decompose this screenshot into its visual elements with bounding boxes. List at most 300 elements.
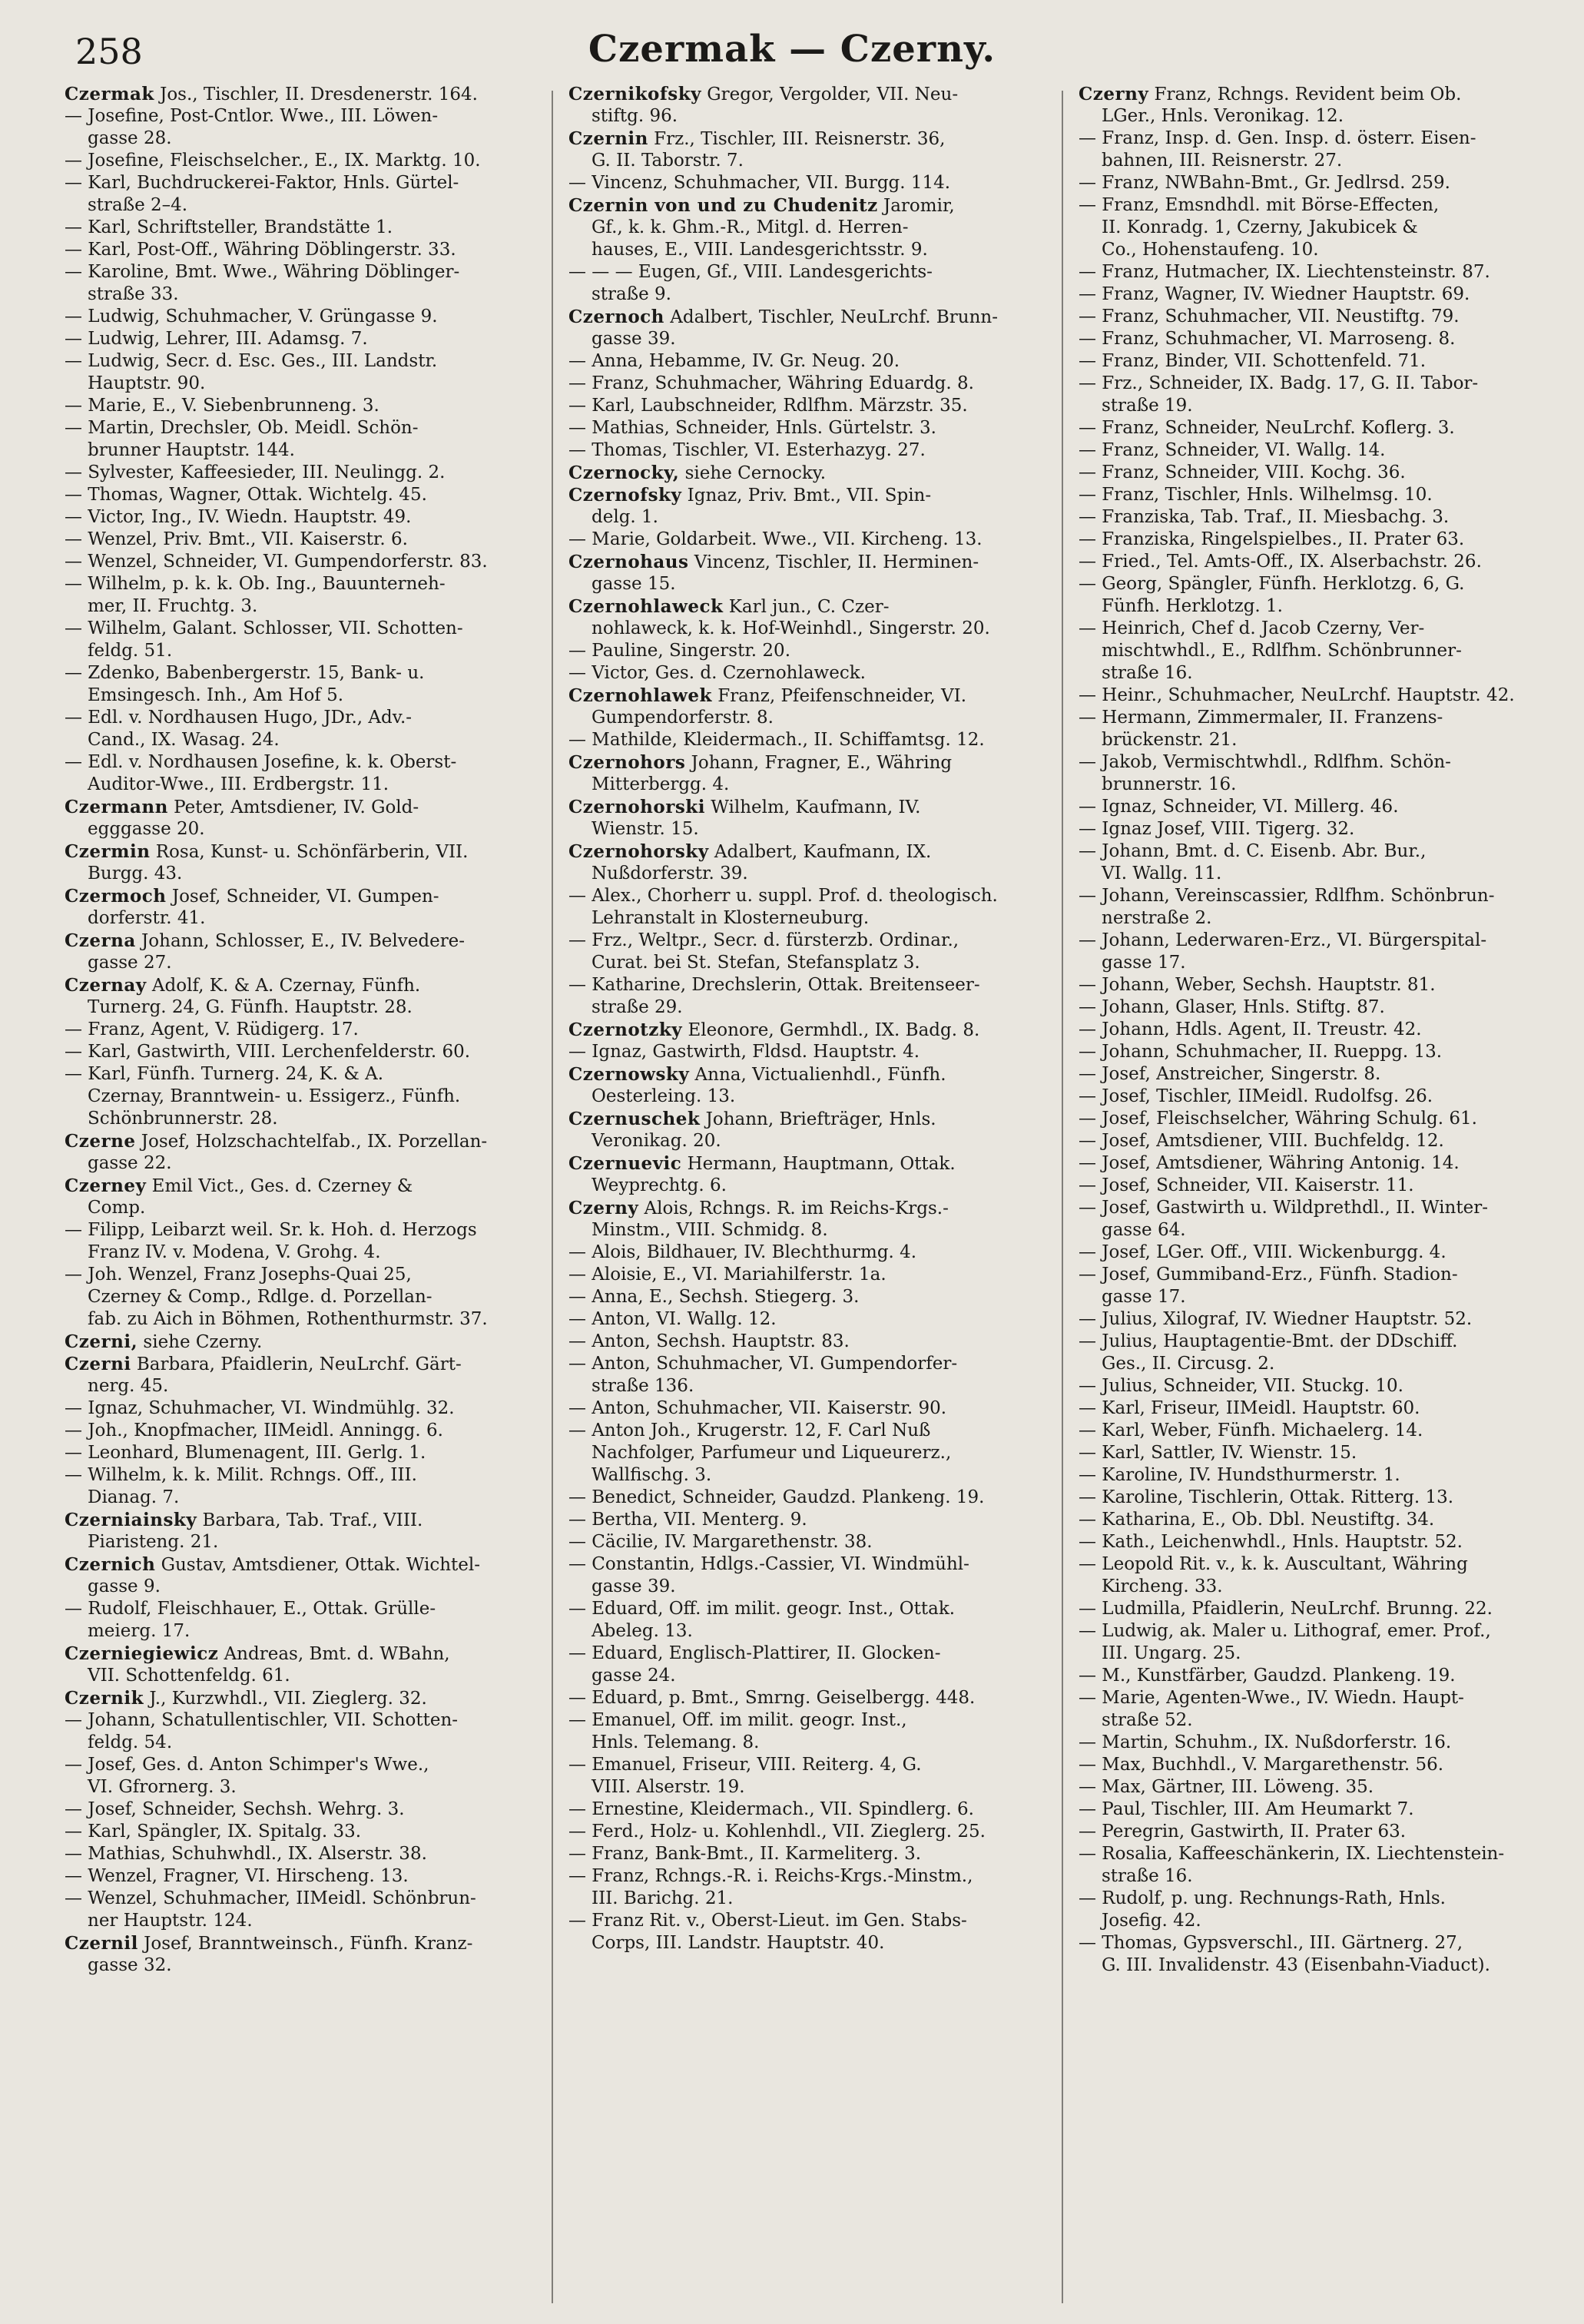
- entry-text: nerstraße 2.: [1102, 908, 1212, 928]
- directory-line: [1079, 239, 1570, 261]
- directory-line: [1079, 1464, 1570, 1487]
- entry-text: — Vincenz, Schuhmacher, VII. Burgg. 114.: [568, 173, 951, 193]
- entry-text: — Rudolf, Fleischhauer, E., Ottak. Grülle-: [65, 1599, 436, 1619]
- entry-text: — Josef, Ges. d. Anton Schimper's Wwe.,: [65, 1755, 429, 1775]
- surname-heading: Czernikofsky: [568, 84, 701, 104]
- directory-line: [1079, 150, 1570, 172]
- directory-line: [1079, 1687, 1570, 1709]
- surname-heading: Czernuevic: [568, 1153, 682, 1174]
- directory-line: [1079, 439, 1570, 462]
- directory-line: [65, 1464, 545, 1487]
- entry-text: — Martin, Schuhm., IX. Nußdorferstr. 16.: [1079, 1732, 1452, 1752]
- directory-line: [1079, 1487, 1570, 1509]
- entry-text: — Johann, Glaser, Hnls. Stiftg. 87.: [1079, 997, 1385, 1017]
- entry-text: — Victor, Ges. d. Czernohlaweck.: [568, 663, 866, 683]
- entry-text: Hnls. Telemang. 8.: [592, 1732, 760, 1752]
- entry-text: — Josefine, Fleischselcher., E., IX. Marktg. 10.: [65, 151, 481, 171]
- surname-heading: Czerna: [65, 930, 136, 951]
- directory-line: [568, 729, 1049, 751]
- entry-text: — Anton, Sechsh. Hauptstr. 83.: [568, 1331, 850, 1351]
- entry-text: brunnerstr. 16.: [1102, 774, 1237, 794]
- directory-line: [65, 128, 545, 150]
- directory-line: [1079, 1264, 1570, 1286]
- entry-text: — Karl, Spängler, IX. Spitalg. 33.: [65, 1822, 362, 1842]
- entry-text: — Thomas, Gypsverschl., III. Gärtnerg. 27,: [1079, 1933, 1463, 1953]
- directory-line: [568, 1754, 1049, 1776]
- entry-text: — Mathias, Schneider, Hnls. Gürtelstr. 3.: [568, 418, 936, 438]
- entry-text: Hauptstr. 90.: [88, 373, 206, 393]
- entry-text: — Franz, Schuhmacher, VI. Marroseng. 8.: [1079, 329, 1456, 349]
- directory-line: [1079, 1553, 1570, 1576]
- directory-line: [1079, 1954, 1570, 1977]
- directory-line: [1079, 818, 1570, 840]
- directory-line: [65, 1865, 545, 1888]
- surname-heading: Czernohlawek: [568, 685, 712, 706]
- entry-text: — Katharine, Drechslerin, Ottak. Breitenseer-: [568, 975, 980, 995]
- directory-line: [65, 818, 545, 840]
- entry-text: — Kath., Leichenwhdl., Hnls. Hauptstr. 52.: [1079, 1532, 1463, 1552]
- entry-text: — Wenzel, Priv. Bmt., VII. Kaiserstr. 6.: [65, 529, 408, 549]
- entry-text: — Ludmilla, Pfaidlerin, NeuLrchf. Brunng. 22.: [1079, 1599, 1493, 1619]
- entry-text: — Eduard, p. Bmt., Smrng. Geiselbergg. 448.: [568, 1688, 976, 1708]
- entry-text: — Mathias, Schuhwhdl., IX. Alserstr. 38.: [65, 1844, 427, 1864]
- entry-text: straße 19.: [1102, 396, 1193, 416]
- entry-text: — Ludwig, ak. Maler u. Lithograf, emer. Prof.,: [1079, 1621, 1491, 1641]
- directory-line: [65, 996, 545, 1019]
- entry-text: gasse 27.: [88, 953, 172, 973]
- entry-text: Adalbert, Kaufmann, IX.: [708, 842, 932, 862]
- entry-text: Auditor-Wwe., III. Erdbergstr. 11.: [88, 774, 389, 794]
- surname-heading: Czernil: [65, 1933, 138, 1954]
- directory-line: [65, 640, 545, 662]
- directory-line: [568, 529, 1049, 551]
- directory-line: [1079, 1331, 1570, 1353]
- surname-heading: Czernohorski: [568, 797, 705, 817]
- directory-line: [1079, 462, 1570, 484]
- directory-line: [65, 1665, 545, 1687]
- surname-heading: Czernohors: [568, 752, 686, 773]
- entry-text: Adolf, K. & A. Czernay, Fünfh.: [146, 976, 421, 996]
- directory-line: [1079, 1353, 1570, 1375]
- directory-line: [65, 662, 545, 685]
- directory-line: [568, 417, 1049, 439]
- entry-text: — Ignaz Josef, VIII. Tigerg. 32.: [1079, 819, 1355, 839]
- entry-text: meierg. 17.: [88, 1621, 191, 1641]
- entry-text: Adalbert, Tischler, NeuLrchf. Brunn-: [664, 307, 999, 327]
- directory-line: [65, 774, 545, 796]
- entry-text: VI. Gfrornerg. 3.: [88, 1777, 237, 1797]
- entry-text: — Mathilde, Kleidermach., II. Schiffamtsg. 12.: [568, 730, 985, 750]
- entry-text: — Franz, Tischler, Hnls. Wilhelmsg. 10.: [1079, 485, 1433, 505]
- directory-line: [568, 1687, 1049, 1709]
- entry-text: — Franz, Agent, V. Rüdigerg. 17.: [65, 1019, 359, 1039]
- directory-line: [568, 1264, 1049, 1286]
- directory-line: [65, 417, 545, 439]
- directory-line: [1079, 395, 1570, 417]
- surname-heading: Czernik: [65, 1688, 144, 1709]
- entry-text: Jaromir,: [877, 196, 955, 216]
- directory-line: [65, 1687, 545, 1709]
- entry-text: — Julius, Xilograf, IV. Wiedner Hauptstr. 52.: [1079, 1309, 1473, 1329]
- entry-text: gasse 15.: [592, 574, 676, 594]
- entry-text: Ignaz, Priv. Bmt., VII. Spin-: [681, 486, 932, 506]
- directory-line: [65, 1197, 545, 1219]
- entry-text: — Franz, Schneider, VIII. Kochg. 36.: [1079, 462, 1406, 482]
- entry-text: — Ludwig, Secr. d. Esc. Ges., III. Landstr.: [65, 351, 438, 371]
- entry-text: — Rudolf, p. ung. Rechnungs-Rath, Hnls.: [1079, 1888, 1446, 1908]
- entry-text: Karl jun., C. Czer-: [723, 597, 890, 617]
- directory-line: [65, 1420, 545, 1442]
- directory-line: [65, 1709, 545, 1732]
- surname-heading: Czermoch: [65, 886, 167, 907]
- entry-text: — Franz, NWBahn-Bmt., Gr. Jedlrsd. 259.: [1079, 173, 1450, 193]
- directory-line: [1079, 1620, 1570, 1643]
- directory-line: [1079, 774, 1570, 796]
- directory-line: [568, 1620, 1049, 1643]
- directory-line: [65, 1286, 545, 1308]
- directory-line: [1079, 1286, 1570, 1308]
- directory-line: [65, 1442, 545, 1464]
- entry-text: siehe Cernocky.: [679, 463, 827, 483]
- directory-line: [568, 1598, 1049, 1620]
- directory-line: [568, 1019, 1049, 1041]
- directory-line: [568, 1464, 1049, 1487]
- directory-line: [568, 105, 1049, 128]
- entry-text: — Anton, Schuhmacher, VII. Kaiserstr. 90.: [568, 1398, 947, 1418]
- directory-line: [65, 1932, 545, 1954]
- directory-line: [568, 996, 1049, 1019]
- directory-line: [568, 1821, 1049, 1843]
- entry-text: brunner Hauptstr. 144.: [88, 440, 295, 460]
- entry-text: — Leopold Rit. v., k. k. Auscultant, Währing: [1079, 1554, 1468, 1574]
- entry-text: Emil Vict., Ges. d. Czerney &: [146, 1176, 413, 1196]
- entry-text: — Franz, Schuhmacher, VII. Neustiftg. 79.: [1079, 307, 1460, 327]
- entry-text: — Franz, Schuhmacher, Währing Eduardg. 8.: [568, 373, 974, 393]
- entry-text: — Filipp, Leibarzt weil. Sr. k. Hoh. d. Herzogs: [65, 1220, 477, 1240]
- directory-line: [568, 685, 1049, 707]
- directory-line: [1079, 1865, 1570, 1888]
- entry-text: Gregor, Vergolder, VII. Neu-: [701, 85, 959, 104]
- entry-text: — Bertha, VII. Menterg. 9.: [568, 1510, 807, 1530]
- surname-heading: Czernohorsky: [568, 841, 709, 862]
- entry-text: — Karl, Schriftsteller, Brandstätte 1.: [65, 217, 393, 237]
- entry-text: Johann, Fragner, E., Währing: [685, 753, 953, 773]
- directory-line: [568, 306, 1049, 328]
- directory-line: [65, 551, 545, 573]
- directory-line: [1079, 1019, 1570, 1041]
- entry-text: — Josefine, Post-Cntlor. Wwe., III. Löwen-: [65, 106, 439, 126]
- directory-line: [1079, 1531, 1570, 1553]
- directory-line: [1079, 751, 1570, 774]
- directory-line: [1079, 1152, 1570, 1175]
- entry-text: VI. Wallg. 11.: [1102, 864, 1222, 884]
- entry-text: Franz IV. v. Modena, V. Grohg. 4.: [88, 1242, 381, 1262]
- directory-line: [65, 150, 545, 172]
- directory-line: [568, 1665, 1049, 1687]
- surname-heading: Czernich: [65, 1554, 156, 1575]
- directory-line: [65, 840, 545, 863]
- directory-line: [568, 1576, 1049, 1598]
- entry-text: Burgg. 43.: [88, 864, 183, 884]
- directory-line: [1079, 707, 1570, 729]
- directory-line: [1079, 1643, 1570, 1665]
- directory-line: [568, 974, 1049, 996]
- surname-heading: Czernohlaweck: [568, 596, 724, 617]
- entry-text: gasse 24.: [592, 1666, 676, 1686]
- directory-line: [1079, 1910, 1570, 1932]
- entry-text: — Rosalia, Kaffeeschänkerin, IX. Liechtenstein-: [1079, 1844, 1505, 1864]
- directory-line: [568, 1108, 1049, 1130]
- directory-line: [568, 1888, 1049, 1910]
- directory-line: [65, 729, 545, 751]
- surname-heading: Czerniainsky: [65, 1510, 197, 1530]
- directory-line: [65, 83, 545, 105]
- directory-line: [65, 1308, 545, 1331]
- entry-text: feldg. 54.: [88, 1732, 173, 1752]
- entry-text: Weyprechtg. 6.: [592, 1175, 727, 1195]
- entry-text: bahnen, III. Reisnerstr. 27.: [1102, 151, 1343, 171]
- entry-text: gasse 39.: [592, 329, 676, 349]
- page-number: 258: [75, 31, 143, 72]
- directory-line: [568, 751, 1049, 774]
- entry-text: Curat. bei St. Stefan, Stefansplatz 3.: [592, 953, 920, 973]
- entry-text: — Cäcilie, IV. Margarethenstr. 38.: [568, 1532, 873, 1552]
- directory-line: [1079, 1308, 1570, 1331]
- column-3: [1079, 83, 1570, 2303]
- entry-text: Eleonore, Germhdl., IX. Badg. 8.: [682, 1020, 980, 1040]
- directory-line: [1079, 1442, 1570, 1464]
- entry-text: Andreas, Bmt. d. WBahn,: [218, 1644, 450, 1664]
- directory-line: [568, 1130, 1049, 1152]
- entry-text: — Franz, Schneider, VI. Wallg. 14.: [1079, 440, 1386, 460]
- entry-text: gasse 17.: [1102, 953, 1186, 973]
- entry-text: — Wenzel, Schuhmacher, IIMeidl. Schönbrun-: [65, 1888, 476, 1908]
- directory-line: [65, 952, 545, 974]
- directory-line: [1079, 595, 1570, 618]
- directory-line: [1079, 128, 1570, 150]
- entry-text: Comp.: [88, 1198, 146, 1218]
- directory-line: [568, 128, 1049, 150]
- entry-text: hauses, E., VIII. Landesgerichtsstr. 9.: [592, 240, 928, 260]
- entry-text: Wallfischg. 3.: [592, 1465, 712, 1485]
- directory-line: [65, 1152, 545, 1175]
- directory-line: [568, 863, 1049, 885]
- directory-line: [1079, 1175, 1570, 1197]
- directory-line: [65, 1353, 545, 1375]
- entry-text: — Karl, Friseur, IIMeidl. Hauptstr. 60.: [1079, 1398, 1420, 1418]
- directory-line: [1079, 172, 1570, 194]
- directory-line: [568, 328, 1049, 350]
- entry-text: Gustav, Amtsdiener, Ottak. Wichtel-: [155, 1555, 481, 1575]
- entry-text: Emsingesch. Inh., Am Hof 5.: [88, 685, 344, 705]
- directory-line: [1079, 1821, 1570, 1843]
- directory-line: [65, 1063, 545, 1086]
- entry-text: Anna, Victualienhdl., Fünfh.: [689, 1065, 946, 1085]
- directory-line: [65, 373, 545, 395]
- directory-line: [568, 217, 1049, 239]
- directory-line: [568, 618, 1049, 640]
- directory-line: [65, 1242, 545, 1264]
- directory-line: [1079, 373, 1570, 395]
- directory-line: [568, 1799, 1049, 1821]
- entry-text: — Josef, Gastwirth u. Wildprethdl., II. Winter-: [1079, 1198, 1488, 1218]
- entry-text: — Emanuel, Friseur, VIII. Reiterg. 4, G.: [568, 1755, 922, 1775]
- entry-text: gasse 64.: [1102, 1220, 1186, 1240]
- surname-heading: Czernay: [65, 975, 147, 996]
- entry-text: III. Ungarg. 25.: [1102, 1643, 1241, 1663]
- directory-line: [65, 194, 545, 217]
- directory-line: [65, 1086, 545, 1108]
- directory-line: [1079, 1397, 1570, 1420]
- surname-heading: Czernin von und zu Chudenitz: [568, 195, 878, 216]
- directory-line: [65, 1598, 545, 1620]
- entry-text: Co., Hohenstaufeng. 10.: [1102, 240, 1319, 260]
- directory-line: [65, 974, 545, 996]
- entry-text: — Franz Rit. v., Oberst-Lieut. im Gen. Stabs-: [568, 1911, 967, 1931]
- directory-line: [1079, 261, 1570, 283]
- directory-line: [65, 1108, 545, 1130]
- entry-text: Corps, III. Landstr. Hauptstr. 40.: [592, 1933, 885, 1953]
- directory-line: [1079, 1509, 1570, 1531]
- directory-line: [568, 774, 1049, 796]
- surname-heading: Czerney: [65, 1175, 147, 1196]
- entry-text: — Eduard, Englisch-Plattirer, II. Glocken-: [568, 1643, 941, 1663]
- directory-line: [568, 662, 1049, 685]
- entry-text: straße 33.: [88, 284, 179, 304]
- entry-text: — Ignaz, Schuhmacher, VI. Windmühlg. 32.: [65, 1398, 455, 1418]
- directory-line: [65, 796, 545, 818]
- directory-line: [65, 506, 545, 529]
- directory-line: [568, 83, 1049, 105]
- entry-text: — Katharina, E., Ob. Dbl. Neustiftg. 34.: [1079, 1510, 1435, 1530]
- directory-line: [568, 1308, 1049, 1331]
- entry-text: G. II. Taborstr. 7.: [592, 151, 744, 171]
- entry-text: — Franz, Schneider, NeuLrchf. Koflerg. 3.: [1079, 418, 1455, 438]
- entry-text: — Max, Buchhdl., V. Margarethenstr. 56.: [1079, 1755, 1444, 1775]
- entry-text: — Ferd., Holz- u. Kohlenhdl., VII. Zieglerg. 25.: [568, 1822, 986, 1842]
- surname-heading: Czerniegiewicz: [65, 1643, 219, 1664]
- directory-line: [65, 529, 545, 551]
- entry-text: — Frz., Weltpr., Secr. d. fürsterzb. Ordinar.,: [568, 930, 959, 950]
- directory-line: [568, 194, 1049, 217]
- entry-text: — Josef, Anstreicher, Singerstr. 8.: [1079, 1064, 1381, 1084]
- directory-line: [1079, 1754, 1570, 1776]
- entry-text: Schönbrunnerstr. 28.: [88, 1109, 278, 1129]
- entry-text: — — — Eugen, Gf., VIII. Landesgerichts-: [568, 262, 933, 282]
- entry-text: ner Hauptstr. 124.: [88, 1911, 253, 1931]
- directory-line: [568, 707, 1049, 729]
- surname-heading: Czernin: [568, 128, 648, 149]
- entry-text: Wilhelm, Kaufmann, IV.: [704, 797, 921, 817]
- entry-text: nerg. 45.: [88, 1376, 169, 1396]
- directory-line: [1079, 217, 1570, 239]
- entry-text: Josef, Holzschachtelfab., IX. Porzellan-: [135, 1132, 488, 1152]
- directory-line: [568, 1553, 1049, 1576]
- entry-text: — Josef, Tischler, IIMeidl. Rudolfsg. 26.: [1079, 1086, 1433, 1106]
- entry-text: Nußdorferstr. 39.: [592, 864, 748, 884]
- directory-line: [65, 1219, 545, 1242]
- directory-line: [568, 1732, 1049, 1754]
- directory-line: [65, 395, 545, 417]
- entry-text: straße 29.: [592, 997, 683, 1017]
- entry-text: — Anton, Schuhmacher, VI. Gumpendorfer-: [568, 1354, 958, 1374]
- directory-line: [65, 685, 545, 707]
- directory-line: [568, 506, 1049, 529]
- entry-text: straße 16.: [1102, 1866, 1193, 1886]
- entry-text: — Franz, Insp. d. Gen. Insp. d. österr. Eisen-: [1079, 128, 1476, 148]
- entry-text: gasse 28.: [88, 128, 172, 148]
- directory-line: [65, 1910, 545, 1932]
- directory-line: [568, 1643, 1049, 1665]
- entry-text: VII. Schottenfeldg. 61.: [88, 1666, 290, 1686]
- entry-text: — Karoline, Tischlerin, Ottak. Ritterg. 13.: [1079, 1487, 1454, 1507]
- entry-text: — Franziska, Tab. Traf., II. Miesbachg. 3.: [1079, 507, 1450, 527]
- directory-line: [65, 261, 545, 283]
- directory-line: [1079, 417, 1570, 439]
- entry-text: — Johann, Schatullentischler, VII. Schotten-: [65, 1710, 459, 1730]
- directory-line: [1079, 1665, 1570, 1687]
- entry-text: — Johann, Hdls. Agent, II. Treustr. 42.: [1079, 1019, 1422, 1039]
- entry-text: — Constantin, Hdlgs.-Cassier, VI. Windmühl-: [568, 1554, 969, 1574]
- directory-line: [1079, 1799, 1570, 1821]
- entry-text: Barbara, Pfaidlerin, NeuLrchf. Gärt-: [131, 1354, 462, 1374]
- directory-line: [568, 840, 1049, 863]
- directory-line: [1079, 1219, 1570, 1242]
- directory-line: [1079, 640, 1570, 662]
- directory-line: [1079, 1063, 1570, 1086]
- entry-text: Peter, Amtsdiener, IV. Gold-: [167, 797, 419, 817]
- entry-text: Hermann, Hauptmann, Ottak.: [681, 1154, 956, 1174]
- entry-text: — Thomas, Wagner, Ottak. Wichtelg. 45.: [65, 485, 427, 505]
- directory-line: [65, 1888, 545, 1910]
- directory-line: [1079, 729, 1570, 751]
- entry-text: Josef, Schneider, VI. Gumpen-: [166, 887, 439, 907]
- directory-line: [568, 1865, 1049, 1888]
- entry-text: egggasse 20.: [88, 819, 205, 839]
- page-header: [0, 0, 1584, 77]
- entry-text: — Johann, Schuhmacher, II. Rueppg. 13.: [1079, 1042, 1443, 1062]
- directory-line: [1079, 1242, 1570, 1264]
- entry-text: — Hermann, Zimmermaler, II. Franzens-: [1079, 708, 1443, 728]
- entry-text: — Johann, Weber, Sechsh. Hauptstr. 81.: [1079, 975, 1436, 995]
- directory-line: [568, 395, 1049, 417]
- directory-line: [568, 1353, 1049, 1375]
- surname-heading: Czerni,: [65, 1331, 138, 1352]
- directory-line: [1079, 1576, 1570, 1598]
- entry-text: — Wilhelm, Galant. Schlosser, VII. Schotten-: [65, 618, 463, 638]
- directory-line: [568, 439, 1049, 462]
- entry-text: Josefig. 42.: [1102, 1911, 1201, 1931]
- entry-text: gasse 9.: [88, 1576, 161, 1596]
- directory-line: [1079, 1375, 1570, 1397]
- directory-line: [65, 1843, 545, 1865]
- directory-line: [65, 1264, 545, 1286]
- directory-line: [65, 1509, 545, 1531]
- directory-line: [568, 1152, 1049, 1175]
- entry-text: — Alex., Chorherr u. suppl. Prof. d. theologisch.: [568, 886, 998, 906]
- directory-line: [65, 1130, 545, 1152]
- directory-line: [65, 1175, 545, 1197]
- entry-text: — Anton Joh., Krugerstr. 12, F. Carl Nuß: [568, 1421, 931, 1440]
- entry-text: gasse 22.: [88, 1153, 172, 1173]
- directory-line: [568, 573, 1049, 595]
- directory-line: [568, 1397, 1049, 1420]
- entry-text: — Franz, Bank-Bmt., II. Karmeliterg. 3.: [568, 1844, 922, 1864]
- directory-line: [65, 462, 545, 484]
- entry-text: — Jakob, Vermischtwhdl., Rdlfhm. Schön-: [1079, 752, 1451, 772]
- entry-text: Alois, Rchngs. R. im Reichs-Krgs.-: [638, 1198, 949, 1218]
- entry-text: — Sylvester, Kaffeesieder, III. Neulingg. 2.: [65, 462, 446, 482]
